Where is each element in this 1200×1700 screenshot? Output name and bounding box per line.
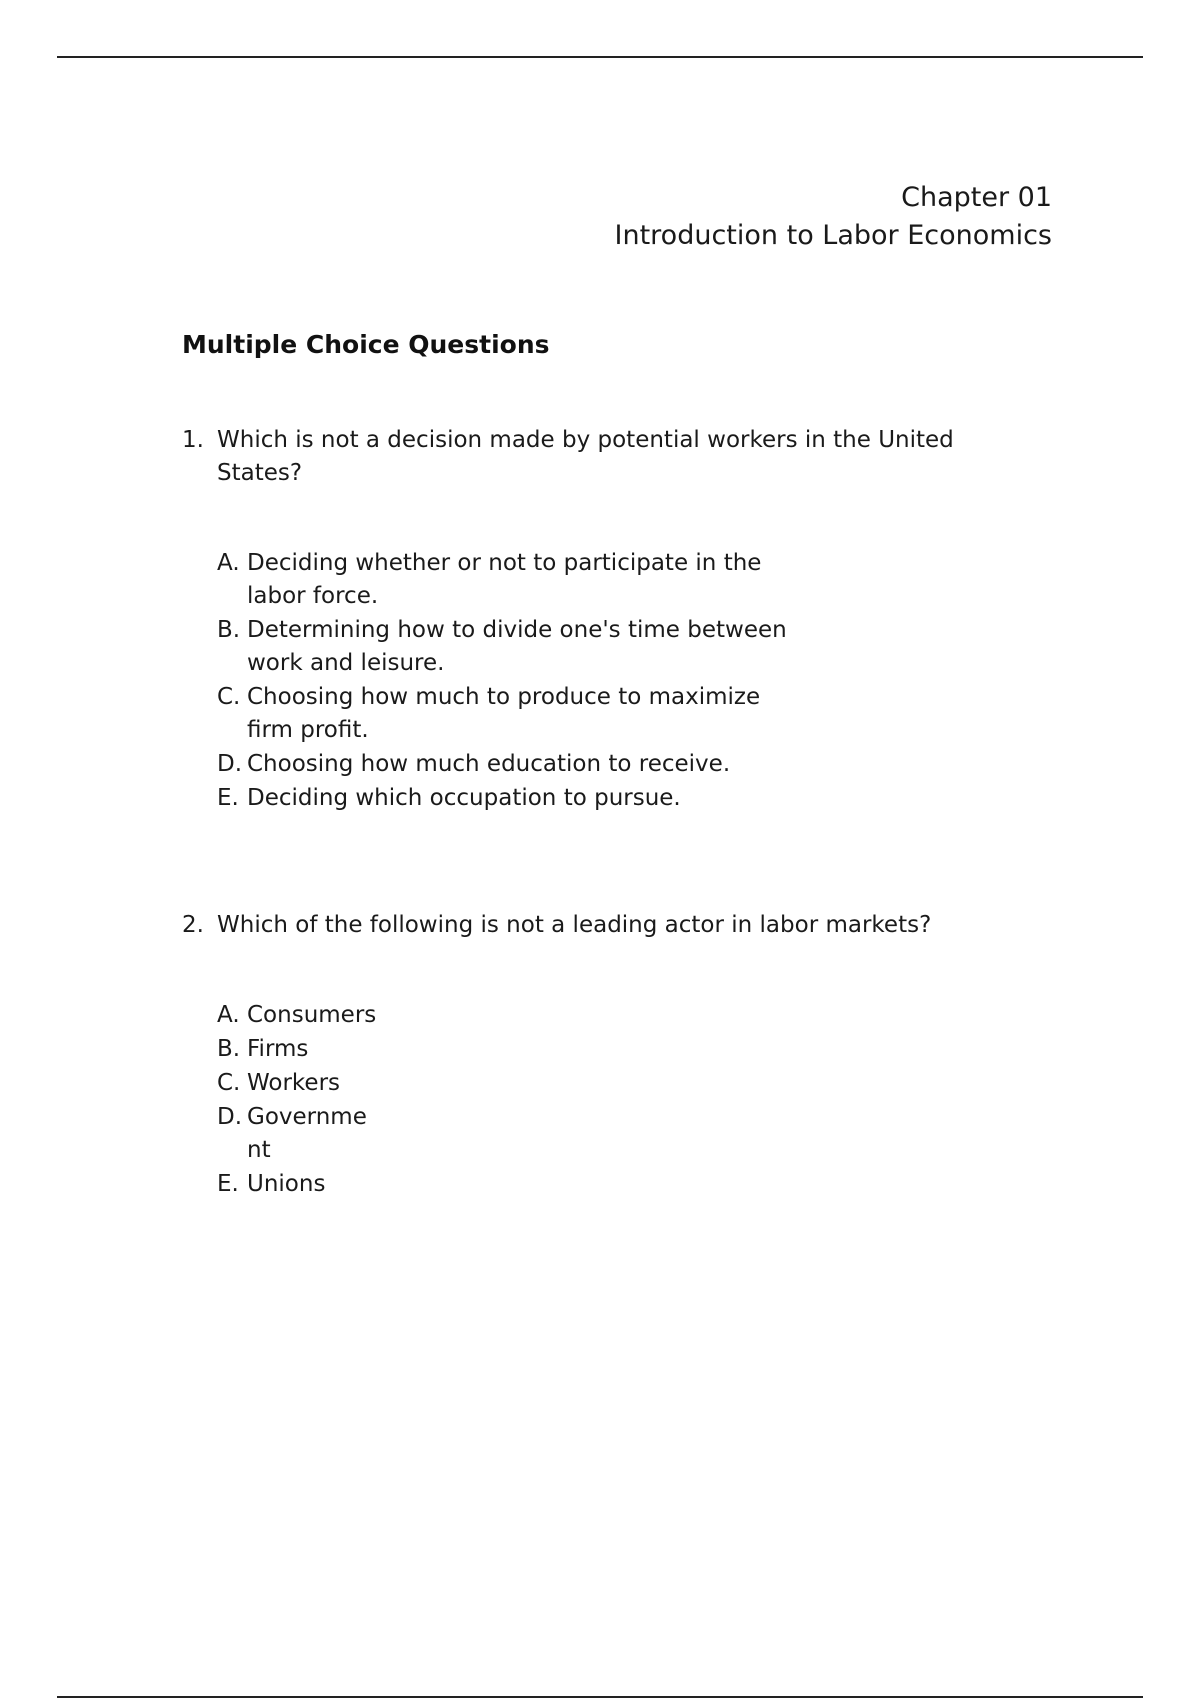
question-number: 2. bbox=[182, 912, 204, 938]
option-letter: B. bbox=[217, 617, 241, 643]
option-text: Choosing how much education to receive. bbox=[247, 751, 731, 777]
option-letter: D. bbox=[217, 1104, 243, 1130]
section-title: Multiple Choice Questions bbox=[182, 330, 550, 359]
option-letter: A. bbox=[217, 550, 240, 576]
top-rule bbox=[57, 56, 1143, 58]
chapter-header bbox=[615, 179, 1052, 255]
option-text: Choosing how much to produce to maximize firm profit. bbox=[247, 684, 761, 743]
question-2 bbox=[182, 909, 1022, 1202]
option-text: Government bbox=[247, 1104, 367, 1163]
option-text: Unions bbox=[247, 1171, 326, 1197]
option-letter: C. bbox=[217, 684, 241, 710]
option-letter: A. bbox=[217, 1002, 240, 1028]
option-letter: C. bbox=[217, 1070, 241, 1096]
option-text: Workers bbox=[247, 1070, 341, 1096]
answer-option-a bbox=[217, 547, 1022, 613]
answer-option-a bbox=[217, 999, 1022, 1032]
answer-option-e bbox=[217, 782, 1022, 815]
question-stem bbox=[182, 424, 1022, 490]
answer-options bbox=[217, 547, 1022, 815]
question-text: Which of the following is not a leading actor in labor markets? bbox=[217, 912, 932, 938]
answer-option-d bbox=[217, 748, 1022, 781]
chapter-title: Introduction to Labor Economics bbox=[614, 220, 1052, 251]
option-text: Deciding whether or not to participate in the labor force. bbox=[247, 550, 762, 609]
question-text: Which is not a decision made by potential workers in the United States? bbox=[217, 427, 954, 486]
option-letter: E. bbox=[217, 1171, 239, 1197]
answer-option-c bbox=[217, 1067, 1022, 1100]
option-text: Firms bbox=[247, 1036, 309, 1062]
option-letter: B. bbox=[217, 1036, 241, 1062]
answer-options bbox=[217, 999, 1022, 1201]
answer-option-d bbox=[217, 1101, 1022, 1167]
option-letter: E. bbox=[217, 785, 239, 811]
option-text: Deciding which occupation to pursue. bbox=[247, 785, 681, 811]
answer-option-b bbox=[217, 1033, 1022, 1066]
question-1 bbox=[182, 424, 1022, 816]
option-text: Consumers bbox=[247, 1002, 377, 1028]
question-stem bbox=[182, 909, 1022, 942]
question-number: 1. bbox=[182, 427, 204, 453]
option-text: Determining how to divide one's time between work and leisure. bbox=[247, 617, 787, 676]
answer-option-b bbox=[217, 614, 1022, 680]
option-letter: D. bbox=[217, 751, 243, 777]
chapter-number: Chapter 01 bbox=[901, 182, 1052, 213]
answer-option-e bbox=[217, 1168, 1022, 1201]
answer-option-c bbox=[217, 681, 1022, 747]
bottom-rule bbox=[57, 1696, 1143, 1698]
